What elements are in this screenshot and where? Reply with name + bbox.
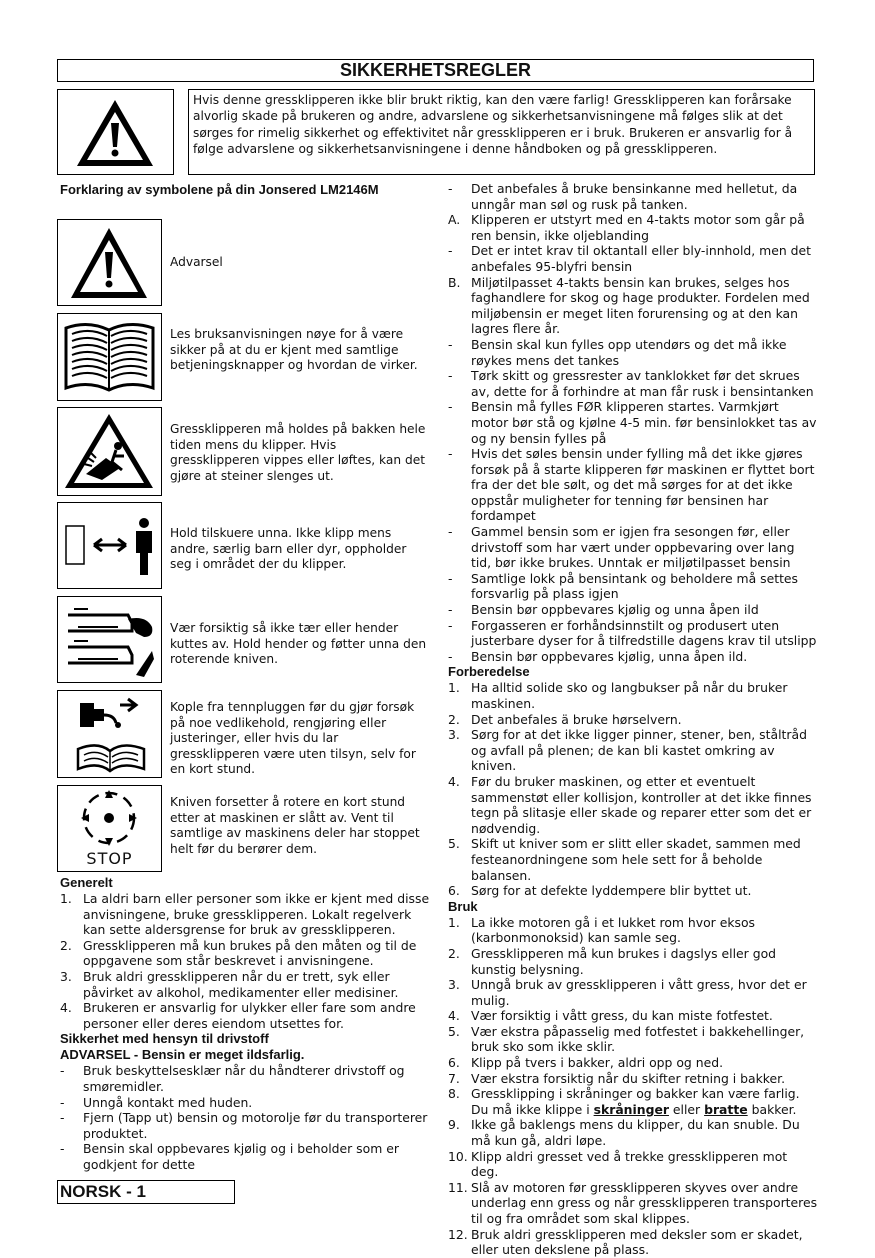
list-item: - Bensin bør oppbevares kjølig og unna åpen ild	[448, 602, 759, 618]
list-item: 1. La aldri barn eller personer som ikke er kjent med disse anvisningene, bruke gressklipperen. Lokalt regelverk kan sette aldersgrense for bruk av gressklipperen.	[60, 891, 430, 938]
list-item: 12. Bruk aldri gressklipperen med deksler som er skadet, eller uten dekslene på plass.	[448, 1226, 803, 1258]
list-item: A. Klipperen er utstyrt med en 4-takts motor som går på ren bensin, ikke oljeblanding	[448, 212, 805, 243]
list-item: - Bensin bør oppbevares kjølig, unna åpen ild.	[448, 648, 748, 664]
section-heading-bruk: Bruk	[448, 898, 478, 914]
list-item: 4. Brukeren er ansvarlig for ulykker eller fare som andre personer eller deres eiendom utsettes for.	[60, 1000, 416, 1031]
symbol-text-sparkplug: Kople fra tennpluggen før du gjør forsøk på noe vedlikehold, rengjøring eller justeringer, eller hvis du lar gressklipperen være uten tilsyn, selv for en kort stund.	[170, 700, 416, 777]
section-heading-drivstoff: Sikkerhet med hensyn til drivstoff	[60, 1031, 269, 1047]
list-item: - Bruk beskyttelsesklær når du håndterer drivstoff og smøremidler.	[60, 1063, 405, 1094]
list-item: - Det anbefales å bruke bensinkanne med helletut, da unngår man søl og rusk på tanken.	[448, 181, 798, 212]
list-item: - Bensin skal oppbevares kjølig og i beholder som er godkjent for dette	[60, 1141, 399, 1172]
list-item: - Forgasseren er forhåndsinnstilt og produsert uten justerbare dyser for å tilfredstille dagens krav til utslipp	[448, 617, 817, 649]
list-item: - Bensin skal kun fylles opp utendørs og det må ikke røykes mens det tankes	[448, 336, 787, 368]
list-item: 2. Gressklipperen må kun brukes i dagslys eller god kunstig belysning.	[448, 945, 777, 977]
symbol-text-tipping: Gressklipperen må holdes på bakken hele tiden mens du klipper. Hvis gressklipperen vippes eller løftes, kan det gjøre at steiner slenges ut.	[170, 422, 426, 483]
list-item: 7. Vær ekstra forsiktig når du skifter retning i bakker.	[448, 1070, 786, 1086]
list-item: - Samtlige lokk på bensintank og beholdere må settes forsvarlig på plass igjen	[448, 570, 799, 602]
list-item: 6. Sørg for at defekte lyddempere blir byttet ut.	[448, 883, 752, 899]
list-item: - Hvis det søles bensin under fylling må det ikke gjøres forsøk på å starte klipperen før maskinen er flyttet bort fra der det ble sølt, og det må sørges for at det ikke oppstår muligheter for tenning før bensinen har fordampet	[448, 446, 815, 524]
list-item: 2. Det anbefales ä bruke hørselvern.	[448, 711, 682, 727]
keep-distance-icon	[57, 502, 162, 589]
right-column	[448, 181, 818, 1258]
list-item: - Gammel bensin som er igjen fra sesongen før, eller drivstoff som har vært under oppbevaring over lang tid, bør ikke brukes. Unntak er miljøtilpasset bensin	[448, 524, 795, 571]
spark-plug-manual-icon	[57, 690, 162, 778]
left-column	[60, 875, 430, 1173]
list-item: - Unngå kontakt med huden.	[60, 1094, 253, 1110]
symbol-text-stop: Kniven forsetter å rotere en kort stund etter at maskinen er slått av. Vent til samtlige av maskinens deler har stoppet helt før du berører dem.	[170, 795, 420, 856]
list-item: 9. Ikke gå baklengs mens du klipper, du kan snuble. Du må kun gå, aldri løpe.	[448, 1117, 800, 1149]
list-item: 11. Slå av motoren før gressklipperen skyves over andre underlag enn gress og når gressklipperen transporteres til og fra området som skal klippes.	[448, 1179, 818, 1226]
list-item: 5. Vær ekstra påpasselig med fotfestet i bakkehellinger, bruk sko som ikke sklir.	[448, 1023, 805, 1055]
list-item: 5. Skift ut kniver som er slitt eller skadet, sammen med festeanordningene som hele sett for å beholde balansen.	[448, 836, 801, 883]
symbols-heading: Forklaring av symbolene på din Jonsered LM2146M	[60, 182, 379, 197]
list-item: B. Miljøtilpasset 4-takts bensin kan brukes, selges hos faghandlere for skog og hage produkter. Fordelen med miljøbensin er meget liten forurensing og at den kan lagres flere år.	[448, 274, 810, 337]
list-item: 3. Sørg for at det ikke ligger pinner, stener, ben, ståltråd og avfall på plenen; de kan bli kastet omkring av kniven.	[448, 727, 807, 774]
symbol-text-distance: Hold tilskuere unna. Ikke klipp mens andre, særlig barn eller dyr, oppholder seg i området der du klipper.	[170, 526, 407, 572]
list-item: 3. Bruk aldri gressklipperen når du er trett, syk eller påvirket av alkohol, medikamenter eller medisiner.	[60, 968, 399, 1000]
list-item: - Det er intet krav til oktantall eller bly-innhold, men det anbefales 95-blyfri bensin	[448, 243, 811, 274]
list-item: - Tørk skitt og gressrester av tanklokket før det skrues av, dette for å forhindre at man får rusk i bensintanken	[448, 368, 814, 399]
rotating-blade-stop-icon	[57, 785, 162, 872]
list-item: 2. Gressklipperen må kun brukes på den måten og til de oppgavene som står beskrevet i anvisningene.	[60, 937, 417, 969]
list-item: - Bensin må fylles FØR klipperen startes. Varmkjørt motor bør stå og kjølne 4-5 min. før bensinlokket tas av og ny bensin fylles på	[448, 399, 817, 446]
stop-label: STOP	[86, 849, 133, 868]
section-heading-forberedelse: Forberedelse	[448, 664, 530, 680]
list-item: 10. Klipp aldri gresset ved å trekke gressklipperen mot deg.	[448, 1148, 788, 1180]
warning-subheading: ADVARSEL - Bensin er meget ildsfarlig.	[60, 1047, 305, 1063]
list-item: 1. Ha alltid solide sko og langbukser på når du bruker maskinen.	[448, 680, 788, 711]
tipping-hazard-icon	[57, 407, 162, 496]
page-title: SIKKERHETSREGLER	[57, 59, 814, 82]
section-heading-generelt: Generelt	[60, 875, 113, 890]
list-item: 3. Unngå bruk av gressklipperen i vått gress, hvor det er mulig.	[448, 977, 807, 1008]
intro-text: Hvis denne gressklipperen ikke blir brukt riktig, kan den være farlig! Gressklipperen kan forårsake alvorlig skade på brukeren og andre, advarslene og sikkerhetsanvisningene må følges slik at det sørges for rimelig sikkerhet og effektivitet når gressklipperen er i bruk. Brukeren er ansvarlig for å følge advarslene og sikkerhetsanvisningene i denne håndboken og på gressklipperen.	[188, 89, 815, 175]
symbol-text-manual: Les bruksanvisningen nøye for å være sikker på at du er kjent med samtlige betjeningsknapper og hvordan de virker.	[170, 327, 418, 373]
open-book-icon	[57, 313, 162, 401]
symbol-text-blade: Vær forsiktig så ikke tær eller hender kuttes av. Hold hender og føtter unna den roterende kniven.	[170, 621, 427, 667]
page-footer: NORSK - 1	[57, 1180, 235, 1204]
symbol-text-warning: Advarsel	[170, 255, 223, 269]
list-item: 4. Før du bruker maskinen, og etter et eventuelt sammenstøt eller kollisjon, kontroller at det ikke finnes tegn på slitasje eller skade og reparer etter som det er nødvendig.	[448, 773, 812, 836]
list-item: 4. Vær forsiktig i vått gress, du kan miste fotfestet.	[448, 1008, 773, 1024]
blade-hand-foot-icon	[57, 596, 162, 683]
list-item: 1. La ikke motoren gå i et lukket rom hvor eksos (karbonmonoksid) kan samle seg.	[448, 914, 755, 946]
list-item: 6. Klipp på tvers i bakker, aldri opp og ned.	[448, 1055, 724, 1071]
warning-triangle-icon	[57, 219, 162, 306]
list-item: 8. Gressklipping i skråninger og bakker kan være farlig. Du må ikke klippe i skråninger eller bratte bakker.	[448, 1086, 800, 1117]
list-item: - Fjern (Tapp ut) bensin og motorolje før du transporterer produktet.	[60, 1110, 428, 1141]
warning-triangle-icon	[57, 89, 174, 175]
